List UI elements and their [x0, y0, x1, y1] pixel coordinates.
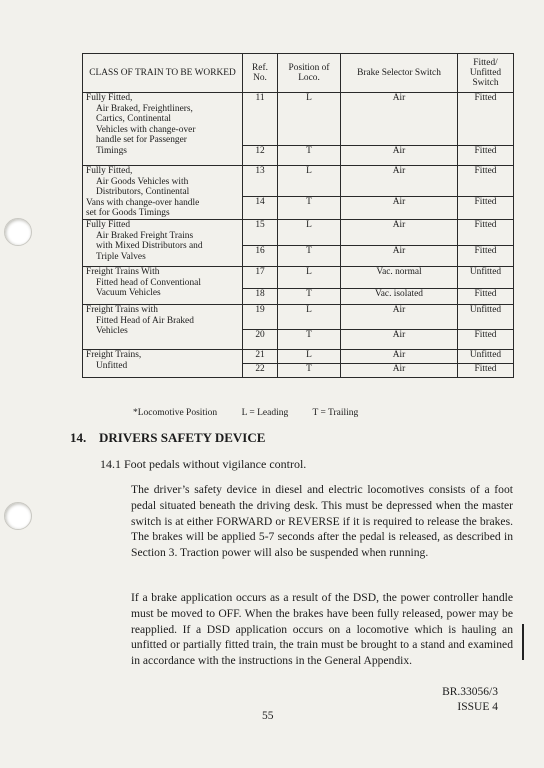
brake-switch-cell: Air	[341, 245, 458, 266]
fitted-switch-cell: Fitted	[458, 93, 514, 146]
legend-trailing: T = Trailing	[312, 408, 359, 418]
train-class-line: handle set for Passenger	[96, 135, 187, 146]
train-class-line: Fitted head of Conventional	[96, 277, 201, 288]
brake-switch-cell: Air	[341, 363, 458, 377]
loco-position-cell: T	[278, 363, 341, 377]
ref-number-cell: 15	[243, 219, 278, 245]
fitted-switch-cell: Fitted	[458, 363, 514, 377]
ref-number-cell: 19	[243, 304, 278, 329]
train-class-line: Fitted Head of Air Braked	[96, 315, 194, 326]
brake-switch-cell: Air	[341, 146, 458, 166]
train-class-line: Timings	[96, 145, 127, 156]
loco-position-cell: T	[278, 288, 341, 304]
punch-hole-bottom	[4, 502, 32, 530]
brake-switch-cell: Air	[341, 197, 458, 220]
loco-position-cell: T	[278, 329, 341, 349]
section-number: 14.	[70, 430, 87, 445]
loco-position-cell: L	[278, 349, 341, 363]
train-class-line: set for Goods Timings	[86, 208, 170, 219]
table-legend	[133, 408, 380, 418]
loco-position-cell: L	[278, 219, 341, 245]
train-class-table	[82, 53, 514, 378]
loco-position-cell: T	[278, 197, 341, 220]
train-class-line: Fully Fitted,	[86, 93, 133, 103]
train-class-cell	[83, 219, 243, 266]
header-brake-switch: Brake Selector Switch	[341, 54, 458, 93]
brake-switch-cell: Vac. normal	[341, 266, 458, 288]
fitted-switch-cell: Fitted	[458, 219, 514, 245]
loco-position-cell: L	[278, 266, 341, 288]
fitted-switch-cell: Fitted	[458, 146, 514, 166]
fitted-switch-cell: Fitted	[458, 166, 514, 197]
train-class-cell	[83, 166, 243, 220]
ref-number-cell: 22	[243, 363, 278, 377]
ref-number-cell: 13	[243, 166, 278, 197]
fitted-switch-cell: Unfitted	[458, 349, 514, 363]
train-class-line: Fully Fitted,	[86, 166, 133, 176]
issue-number: ISSUE 4	[457, 701, 498, 713]
header-position: Position of Loco.	[278, 54, 341, 93]
train-class-line: Vans with change-over handle	[86, 197, 200, 208]
table-row	[83, 166, 514, 197]
ref-number-cell: 12	[243, 146, 278, 166]
train-class-line: Vacuum Vehicles	[96, 288, 161, 299]
table-row	[83, 219, 514, 245]
punch-hole-top	[4, 218, 32, 246]
brake-switch-cell: Vac. isolated	[341, 288, 458, 304]
train-class-line: Triple Valves	[96, 251, 146, 262]
section-title: DRIVERS SAFETY DEVICE	[99, 430, 266, 445]
table-row	[83, 304, 514, 329]
brake-switch-cell: Air	[341, 93, 458, 146]
header-class: CLASS OF TRAIN TO BE WORKED	[83, 54, 243, 93]
table-body	[83, 93, 514, 378]
train-class-line: Freight Trains with	[86, 304, 158, 315]
paragraph-dsd-application: If a brake application occurs as a result of the DSD, the power controller handle must be moved to OFF. When the brakes have been fully released, power may be reapplied. If a DSD application occurs on a locomotive which is hauling an unfitted or partially fitted train, the train must be brought to a stand and examined in accordance with the instructions in the General Appendix.	[131, 591, 513, 668]
loco-position-cell: L	[278, 166, 341, 197]
loco-position-cell: T	[278, 146, 341, 166]
fitted-switch-cell: Fitted	[458, 245, 514, 266]
ref-number-cell: 21	[243, 349, 278, 363]
train-class-line: Vehicles with change-over	[96, 124, 196, 135]
train-class-line: Unfitted	[96, 360, 128, 371]
header-ref: Ref. No.	[243, 54, 278, 93]
brake-switch-cell: Air	[341, 349, 458, 363]
subsection-heading: 14.1 Foot pedals without vigilance control.	[100, 457, 307, 471]
ref-number-cell: 17	[243, 266, 278, 288]
fitted-switch-cell: Unfitted	[458, 304, 514, 329]
ref-number-cell: 18	[243, 288, 278, 304]
train-class-cell	[83, 349, 243, 377]
brake-switch-cell: Air	[341, 329, 458, 349]
fitted-switch-cell: Unfitted	[458, 266, 514, 288]
train-class-line: Vehicles	[96, 326, 128, 337]
page-number: 55	[262, 710, 274, 722]
train-class-line: Cartics, Continental	[96, 114, 171, 125]
paragraph-dsd-description: The driver’s safety device in diesel and electric locomotives consists of a foot pedal situated beneath the driving desk. This must be depressed when the master switch is at either FORWARD or REVERSE if it is required to release the brakes. The brakes will be applied 5-7 seconds after the pedal is released, as described in Section 3. Traction power will also be suspended when running.	[131, 483, 513, 560]
reference-code: BR.33056/3	[442, 686, 498, 698]
train-class-line: Fully Fitted	[86, 219, 131, 230]
ref-number-cell: 14	[243, 197, 278, 220]
document-reference	[438, 685, 498, 715]
loco-position-cell: T	[278, 245, 341, 266]
legend-leading: L = Leading	[241, 408, 289, 418]
train-class-line: Air Braked, Freightliners,	[96, 103, 193, 114]
legend-position: *Locomotive Position	[133, 408, 218, 418]
fitted-switch-cell: Fitted	[458, 329, 514, 349]
table-row	[83, 349, 514, 363]
table-row	[83, 266, 514, 288]
brake-switch-cell: Air	[341, 166, 458, 197]
fitted-switch-cell: Fitted	[458, 197, 514, 220]
table-header-row	[83, 54, 514, 93]
train-class-line: Air Goods Vehicles with	[96, 176, 189, 187]
header-fitted-switch: Fitted/ Unfitted Switch	[458, 54, 514, 93]
train-class-line: Distributors, Continental	[96, 187, 190, 198]
table-row	[83, 93, 514, 146]
ref-number-cell: 20	[243, 329, 278, 349]
loco-position-cell: L	[278, 93, 341, 146]
section-heading	[70, 430, 265, 446]
change-bar	[522, 624, 524, 660]
train-class-line: Air Braked Freight Trains	[96, 230, 194, 241]
loco-position-cell: L	[278, 304, 341, 329]
train-class-cell	[83, 266, 243, 304]
ref-number-cell: 11	[243, 93, 278, 146]
train-class-cell	[83, 304, 243, 349]
brake-switch-cell: Air	[341, 304, 458, 329]
train-class-line: with Mixed Distributors and	[96, 241, 203, 252]
train-class-line: Freight Trains With	[86, 266, 160, 277]
fitted-switch-cell: Fitted	[458, 288, 514, 304]
train-class-cell	[83, 93, 243, 166]
brake-switch-cell: Air	[341, 219, 458, 245]
ref-number-cell: 16	[243, 245, 278, 266]
train-class-line: Freight Trains,	[86, 349, 142, 360]
